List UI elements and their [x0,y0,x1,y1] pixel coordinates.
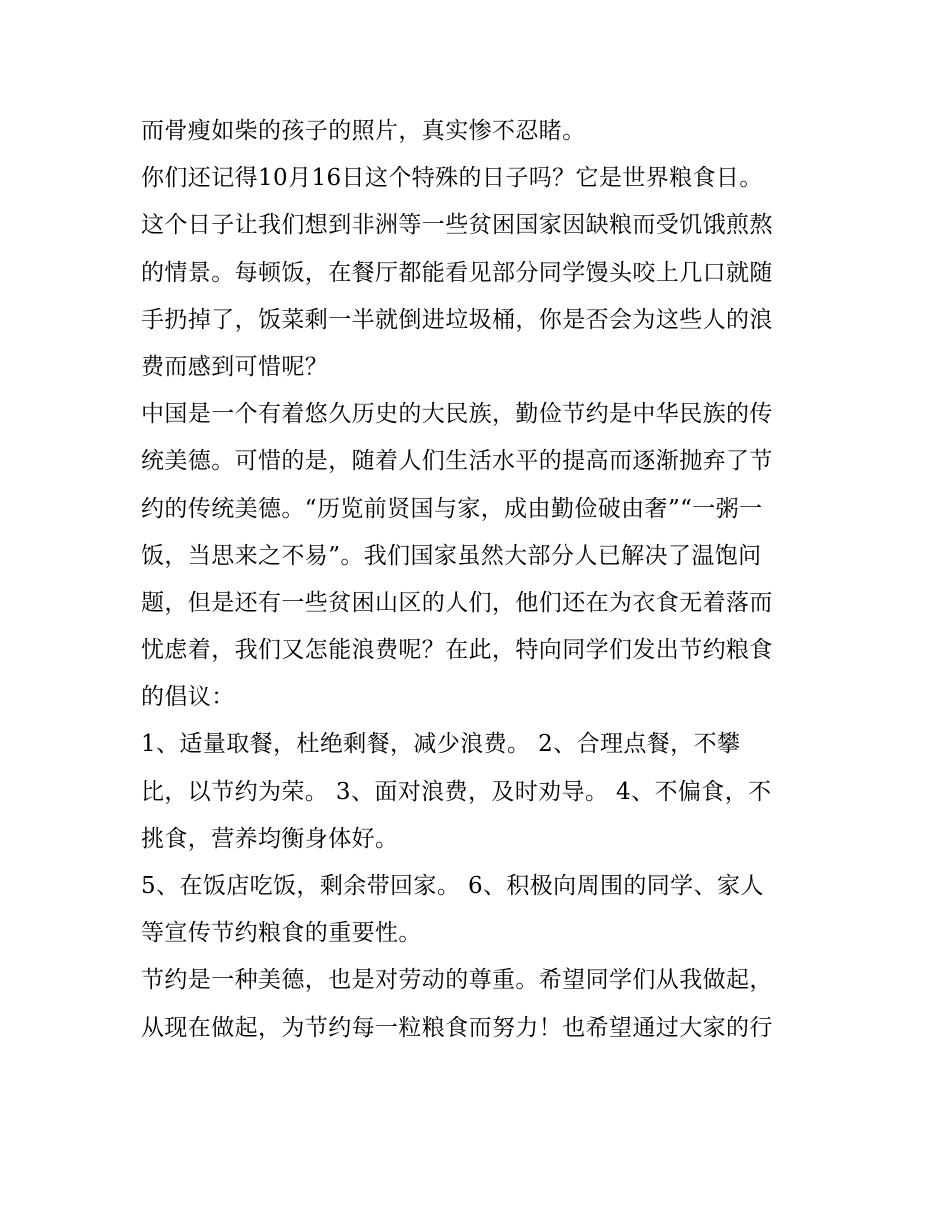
text-line-2: 你们还记得10月16日这个特殊的日子吗？它是世界粮食日。 [141,165,763,192]
text-line-1: 而骨瘦如柴的孩子的照片，真实惨不忍睹。 [141,118,586,144]
text-line-9: 约的传统美德。“历览前贤国与家，成由勤俭破由奢”“一粥一 [141,495,763,522]
text-line-6: 费而感到可惜呢？ [141,353,329,380]
text-line-12: 忧虑着，我们又怎能浪费呢？在此，特向同学们发出节约粮食 [141,637,773,664]
text-line-17: 5、在饭店吃饭，剩余带回家。 6、积极向周围的同学、家人 [141,873,764,899]
text-line-20: 从现在做起，为节约每一粒粮食而努力！也希望通过大家的行 [141,1014,773,1041]
text-line-3: 这个日子让我们想到非洲等一些贫困国家因缺粮而受饥饿煎熬 [141,212,773,239]
text-line-7: 中国是一个有着悠久历史的大民族，勤俭节约是中华民族的传 [141,401,773,428]
text-line-19: 节约是一种美德，也是对劳动的尊重。希望同学们从我做起， [141,967,773,994]
text-line-13: 的倡议： [141,684,235,711]
text-line-10: 饭，当思来之不易”。我们国家虽然大部分人已解决了温饱问 [141,542,762,569]
document-body [141,108,821,1052]
text-line-5: 手扔掉了，饭菜剩一半就倒进垃圾桶，你是否会为这些人的浪 [141,306,773,333]
text-line-18: 等宣传节约粮食的重要性。 [141,920,422,947]
text-line-15: 比，以节约为荣。 3、面对浪费，及时劝导。 4、不偏食，不 [141,778,772,805]
text-line-4: 的情景。每顿饭，在餐厅都能看见部分同学馒头咬上几口就随 [141,259,773,286]
text-line-8: 统美德。可惜的是，随着人们生活水平的提高而逐渐抛弃了节 [141,448,773,475]
text-line-14: 1、适量取餐，杜绝剩餐，减少浪费。 2、合理点餐，不攀 [141,731,741,758]
text-line-16: 挑食，营养均衡身体好。 [141,825,399,852]
text-line-11: 题，但是还有一些贫困山区的人们，他们还在为衣食无着落而 [141,589,773,616]
